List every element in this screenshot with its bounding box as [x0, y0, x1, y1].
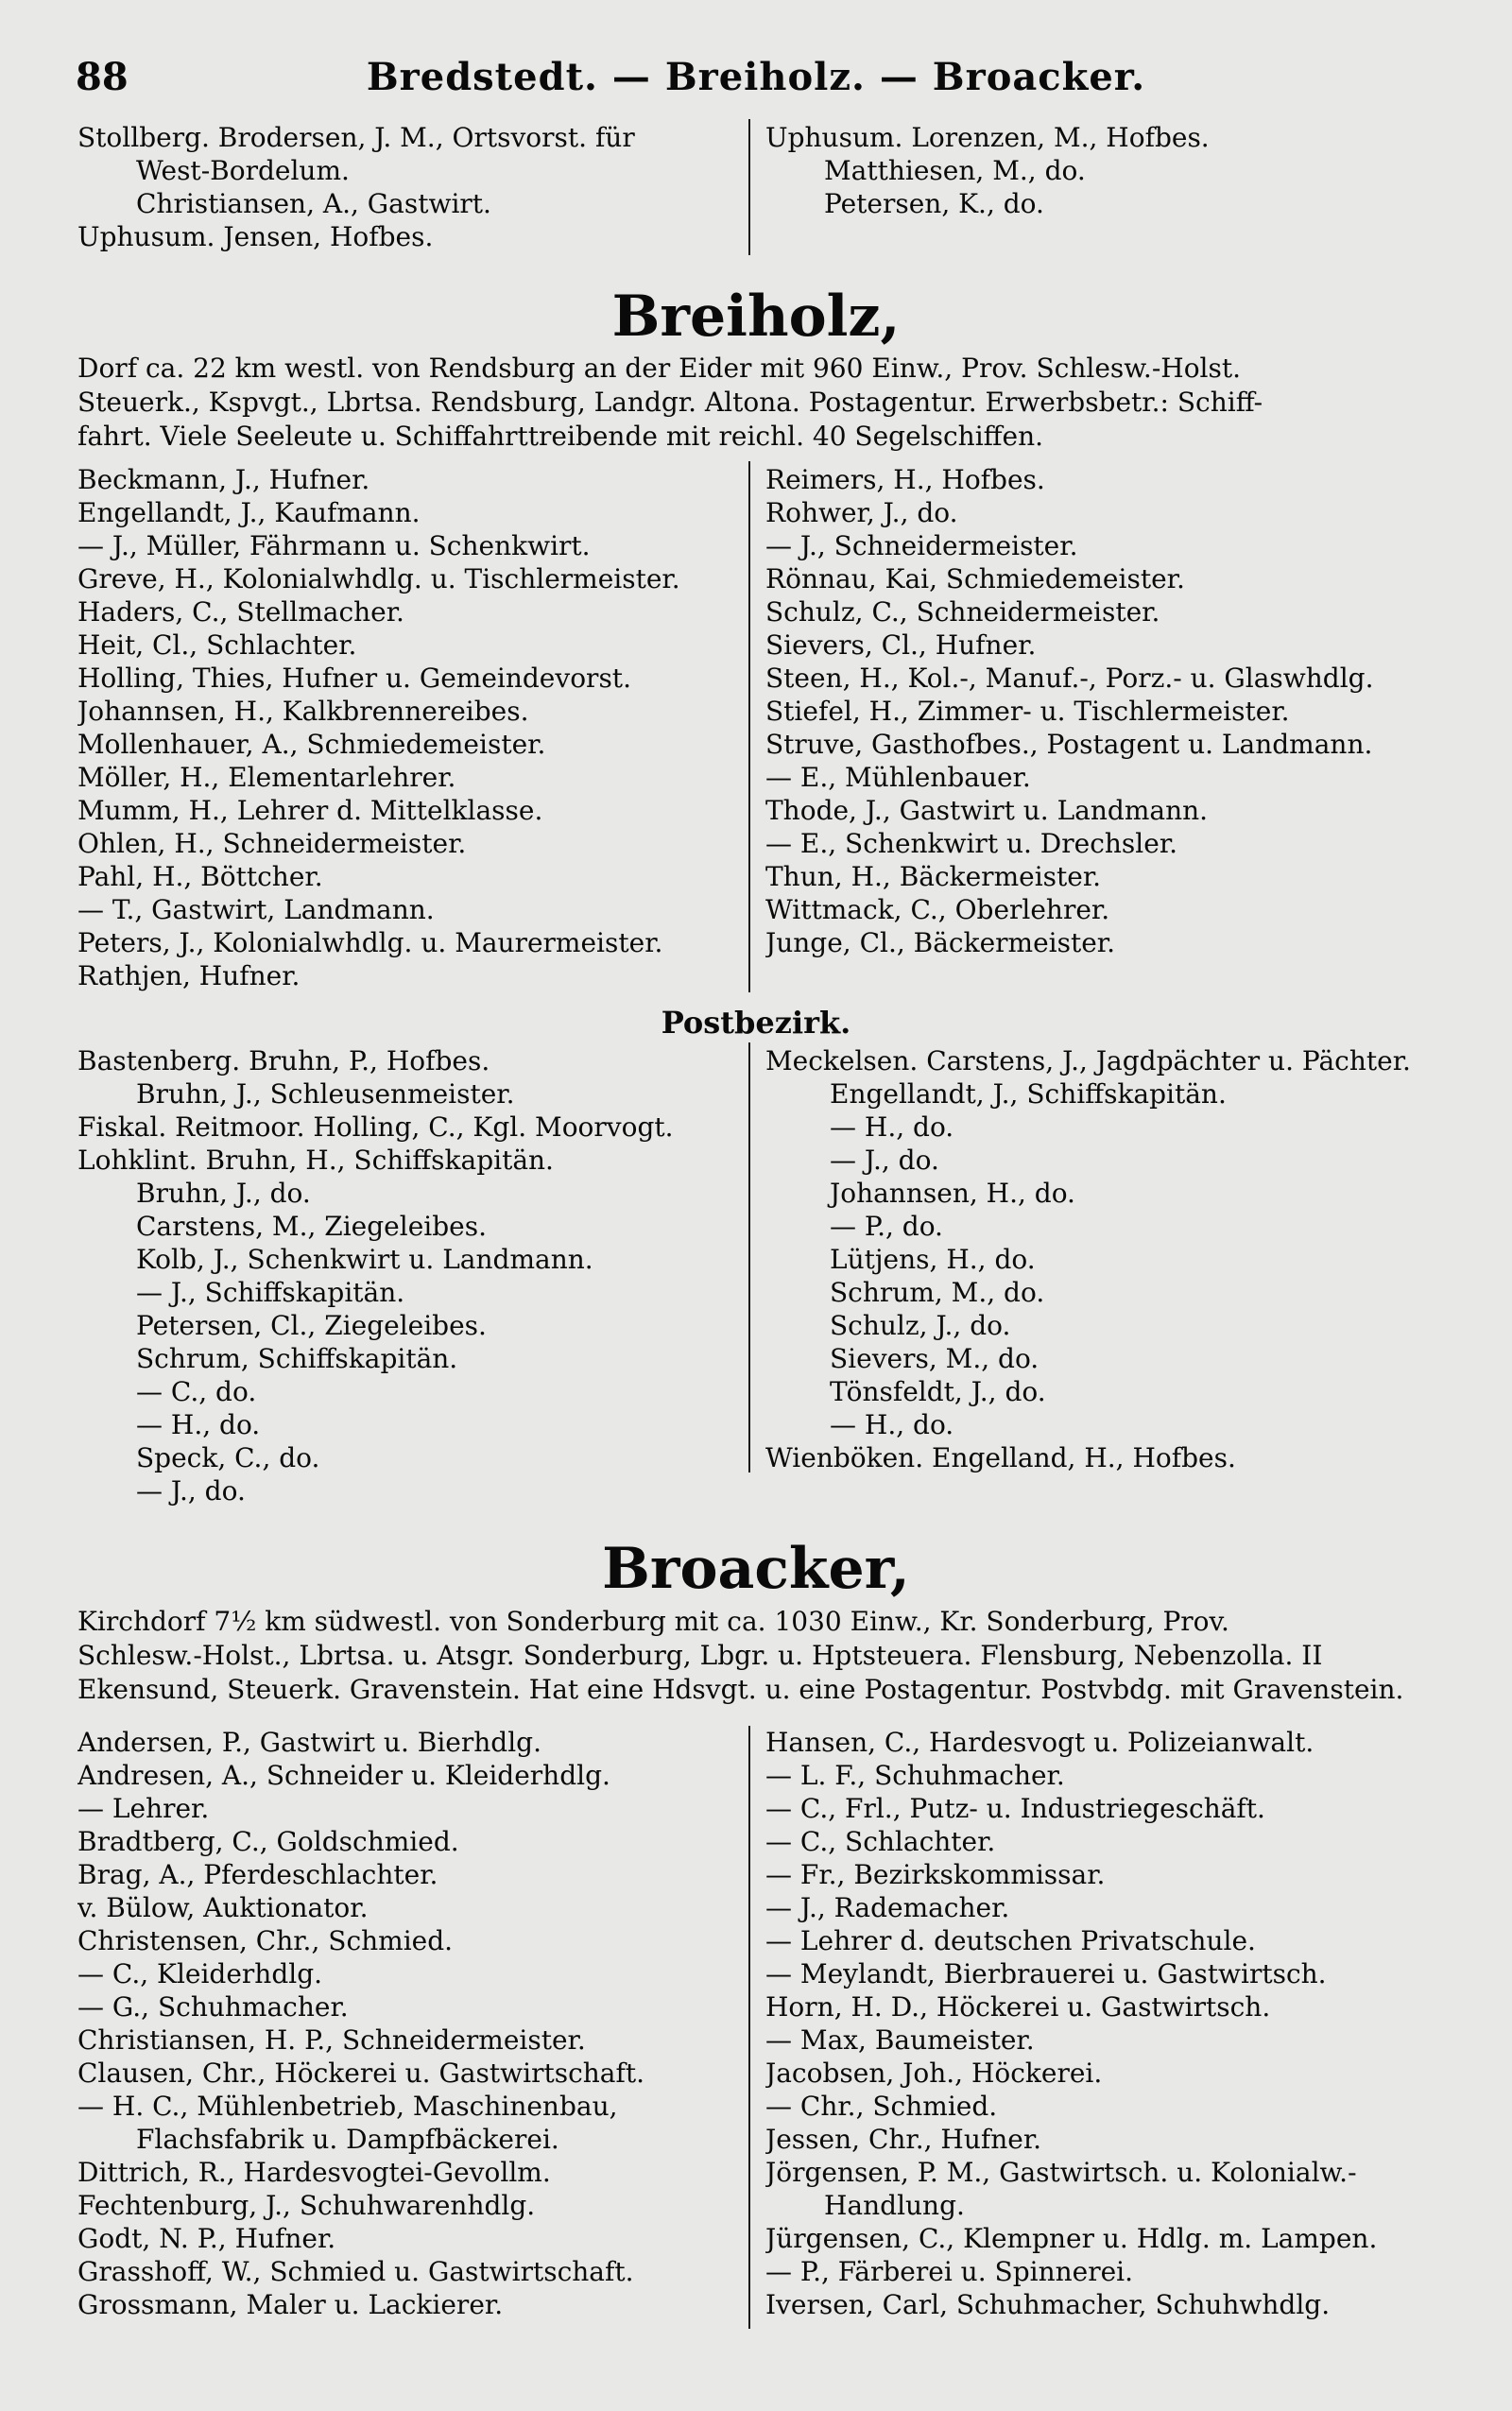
list-item: Greve, H., Kolonialwhdlg. u. Tischlermeister.: [77, 563, 680, 594]
list-item: Christensen, Chr., Schmied.: [77, 1925, 454, 1956]
list-item: Stollberg. Brodersen, J. M., Ortsvorst. für: [77, 122, 635, 153]
intro-line: fahrt. Viele Seeleute u. Schiffahrttreibende mit reichl. 40 Segelschiffen.: [77, 421, 1044, 452]
list-item: Struve, Gasthofbes., Postagent u. Landmann.: [765, 729, 1373, 760]
list-item: Brag, A., Pferdeschlachter.: [77, 1859, 438, 1890]
list-item: Handlung.: [824, 2190, 965, 2221]
list-item: Schrum, M., do.: [830, 1277, 1045, 1308]
breiholz-right-column: [765, 463, 1446, 959]
list-item: Johannsen, H., do.: [830, 1178, 1075, 1209]
list-item: Fiskal. Reitmoor. Holling, C., Kgl. Moorvogt.: [77, 1111, 674, 1143]
list-item: Petersen, Cl., Ziegeleibes.: [136, 1310, 487, 1341]
list-item: — Chr., Schmied.: [765, 2091, 998, 2122]
list-item: Hansen, C., Hardesvogt u. Polizeianwalt.: [765, 1727, 1314, 1758]
list-item: Lütjens, H., do.: [830, 1244, 1036, 1275]
list-item: — J., Schneidermeister.: [765, 530, 1078, 561]
list-item: — T., Gastwirt, Landmann.: [77, 894, 435, 925]
list-item: Carstens, M., Ziegeleibes.: [136, 1211, 487, 1242]
breiholz-left-column: [77, 463, 739, 992]
list-item: Meckelsen. Carstens, J., Jagdpächter u. Pächter.: [765, 1045, 1411, 1076]
page-number: 88: [76, 55, 129, 99]
list-item: Grossmann, Maler u. Lackierer.: [77, 2289, 504, 2320]
list-item: Fechtenburg, J., Schuhwarenhdlg.: [77, 2190, 536, 2221]
broacker-left-column: [77, 1726, 739, 2321]
breiholz-intro: [77, 352, 1438, 454]
list-item: Engellandt, J., Schiffskapitän.: [830, 1078, 1227, 1110]
list-item: Wittmack, C., Oberlehrer.: [765, 894, 1110, 925]
bredstedt-left-column: [77, 121, 739, 253]
list-item: Stiefel, H., Zimmer- u. Tischlermeister.: [765, 696, 1290, 727]
list-item: Kolb, J., Schenkwirt u. Landmann.: [136, 1244, 593, 1275]
list-item: — Lehrer d. deutschen Privatschule.: [765, 1925, 1256, 1956]
list-item: Schulz, C., Schneidermeister.: [765, 596, 1160, 628]
list-item: Christiansen, A., Gastwirt.: [136, 188, 491, 219]
list-item: — J., do.: [136, 1475, 246, 1507]
postbezirk-heading: Postbezirk.: [661, 1005, 851, 1041]
list-item: Heit, Cl., Schlachter.: [77, 629, 357, 661]
list-item: Jacobsen, Joh., Höckerei.: [765, 2058, 1103, 2089]
list-item: Lohklint. Bruhn, H., Schiffskapitän.: [77, 1145, 554, 1176]
column-divider: [748, 1726, 750, 2329]
list-item: Ohlen, H., Schneidermeister.: [77, 828, 467, 859]
list-item: v. Bülow, Auktionator.: [77, 1892, 369, 1923]
list-item: Petersen, K., do.: [824, 188, 1044, 219]
list-item: Mollenhauer, A., Schmiedemeister.: [77, 729, 546, 760]
list-item: Matthiesen, M., do.: [824, 155, 1086, 186]
list-item: — H., do.: [830, 1111, 954, 1143]
bredstedt-right-column: [765, 121, 1446, 220]
column-divider: [748, 1042, 750, 1472]
intro-line: Dorf ca. 22 km westl. von Rendsburg an der Eider mit 960 Einw., Prov. Schlesw.-Holst.: [77, 353, 1242, 384]
list-item: — J., Müller, Fährmann u. Schenkwirt.: [77, 530, 591, 561]
list-item: West-Bordelum.: [136, 155, 350, 186]
list-item: — Lehrer.: [77, 1793, 210, 1824]
broacker-right-column: [765, 1726, 1446, 2321]
list-item: — P., Färberei u. Spinnerei.: [765, 2256, 1134, 2287]
list-item: — J., Schiffskapitän.: [136, 1277, 405, 1308]
list-item: Clausen, Chr., Höckerei u. Gastwirtschaft.: [77, 2058, 645, 2089]
running-title: Bredstedt. — Breiholz. — Broacker.: [366, 55, 1146, 99]
intro-line: Steuerk., Kspvgt., Lbrtsa. Rendsburg, Landgr. Altona. Postagentur. Erwerbsbetr.: Schiff-: [77, 387, 1263, 418]
list-item: Jessen, Chr., Hufner.: [765, 2124, 1042, 2155]
broacker-intro: [77, 1605, 1438, 1707]
list-item: — J., Rademacher.: [765, 1892, 1010, 1923]
column-divider: [748, 119, 750, 255]
list-item: Flachsfabrik u. Dampfbäckerei.: [136, 2124, 559, 2155]
broacker-title: Broacker,: [602, 1536, 910, 1602]
list-item: Holling, Thies, Hufner u. Gemeindevorst.: [77, 663, 631, 694]
list-item: Sievers, Cl., Hufner.: [765, 629, 1037, 661]
list-item: Johannsen, H., Kalkbrennereibes.: [77, 696, 529, 727]
list-item: Mumm, H., Lehrer d. Mittelklasse.: [77, 795, 543, 826]
list-item: Sievers, M., do.: [830, 1343, 1040, 1374]
list-item: Speck, C., do.: [136, 1442, 320, 1473]
list-item: — L. F., Schuhmacher.: [765, 1760, 1065, 1791]
list-item: — Meylandt, Bierbrauerei u. Gastwirtsch.: [765, 1958, 1327, 1989]
list-item: Rohwer, J., do.: [765, 497, 958, 528]
list-item: Junge, Cl., Bäckermeister.: [765, 927, 1116, 958]
list-item: Andresen, A., Schneider u. Kleiderhdlg.: [77, 1760, 610, 1791]
list-item: Christiansen, H. P., Schneidermeister.: [77, 2024, 586, 2056]
list-item: Jörgensen, P. M., Gastwirtsch. u. Kolonialw.-: [765, 2157, 1357, 2188]
postbezirk-right-column: [765, 1044, 1446, 1474]
list-item: Jürgensen, C., Klempner u. Hdlg. m. Lampen.: [765, 2223, 1378, 2254]
list-item: Andersen, P., Gastwirt u. Bierhdlg.: [77, 1727, 541, 1758]
list-item: Peters, J., Kolonialwhdlg. u. Maurermeister.: [77, 927, 663, 958]
list-item: Tönsfeldt, J., do.: [830, 1376, 1046, 1407]
list-item: Haders, C., Stellmacher.: [77, 596, 404, 628]
list-item: Thun, H., Bäckermeister.: [765, 861, 1102, 892]
list-item: Godt, N. P., Hufner.: [77, 2223, 336, 2254]
list-item: Wienböken. Engelland, H., Hofbes.: [765, 1442, 1236, 1473]
list-item: — Max, Baumeister.: [765, 2024, 1035, 2056]
list-item: — H., do.: [830, 1409, 954, 1440]
list-item: — J., do.: [830, 1145, 939, 1176]
list-item: Rönnau, Kai, Schmiedemeister.: [765, 563, 1185, 594]
list-item: Bruhn, J., Schleusenmeister.: [136, 1078, 515, 1110]
list-item: Bastenberg. Bruhn, P., Hofbes.: [77, 1045, 490, 1076]
intro-line: Schlesw.-Holst., Lbrtsa. u. Atsgr. Sonderburg, Lbgr. u. Hptsteuera. Flensburg, Nebenzolla. II: [77, 1640, 1323, 1671]
list-item: — E., Mühlenbauer.: [765, 762, 1031, 793]
list-item: Horn, H. D., Höckerei u. Gastwirtsch.: [765, 1991, 1271, 2023]
list-item: Reimers, H., Hofbes.: [765, 464, 1045, 495]
list-item: — E., Schenkwirt u. Drechsler.: [765, 828, 1178, 859]
list-item: Schulz, J., do.: [830, 1310, 1011, 1341]
postbezirk-left-column: [77, 1044, 739, 1507]
list-item: Grasshoff, W., Schmied u. Gastwirtschaft.: [77, 2256, 634, 2287]
list-item: Schrum, Schiffskapitän.: [136, 1343, 458, 1374]
list-item: — H., do.: [136, 1409, 261, 1440]
intro-line: Kirchdorf 7½ km südwestl. von Sonderburg mit ca. 1030 Einw., Kr. Sonderburg, Prov.: [77, 1606, 1229, 1637]
list-item: Thode, J., Gastwirt u. Landmann.: [765, 795, 1209, 826]
list-item: — Fr., Bezirkskommissar.: [765, 1859, 1106, 1890]
page-header: [76, 55, 1436, 112]
list-item: — C., Kleiderhdlg.: [77, 1958, 323, 1989]
list-item: — C., do.: [136, 1376, 257, 1407]
list-item: — C., Frl., Putz- u. Industriegeschäft.: [765, 1793, 1265, 1824]
list-item: Dittrich, R., Hardesvogtei-Gevollm.: [77, 2157, 551, 2188]
column-divider: [748, 461, 750, 992]
list-item: Möller, H., Elementarlehrer.: [77, 762, 456, 793]
list-item: Bruhn, J., do.: [136, 1178, 311, 1209]
list-item: Iversen, Carl, Schuhmacher, Schuhwhdlg.: [765, 2289, 1331, 2320]
list-item: Bradtberg, C., Goldschmied.: [77, 1826, 459, 1857]
list-item: Pahl, H., Böttcher.: [77, 861, 323, 892]
list-item: Beckmann, J., Hufner.: [77, 464, 370, 495]
list-item: — C., Schlachter.: [765, 1826, 996, 1857]
list-item: Steen, H., Kol.-, Manuf.-, Porz.- u. Glaswhdlg.: [765, 663, 1374, 694]
list-item: — G., Schuhmacher.: [77, 1991, 349, 2023]
list-item: Uphusum. Lorenzen, M., Hofbes.: [765, 122, 1210, 153]
list-item: Uphusum. Jensen, Hofbes.: [77, 221, 434, 252]
list-item: — P., do.: [830, 1211, 943, 1242]
list-item: Engellandt, J., Kaufmann.: [77, 497, 421, 528]
list-item: Rathjen, Hufner.: [77, 960, 301, 991]
intro-line: Ekensund, Steuerk. Gravenstein. Hat eine Hdsvgt. u. eine Postagentur. Postvbdg. mit Gravenstein.: [77, 1674, 1404, 1705]
breiholz-title: Breiholz,: [611, 284, 901, 350]
list-item: — H. C., Mühlenbetrieb, Maschinenbau,: [77, 2091, 618, 2122]
